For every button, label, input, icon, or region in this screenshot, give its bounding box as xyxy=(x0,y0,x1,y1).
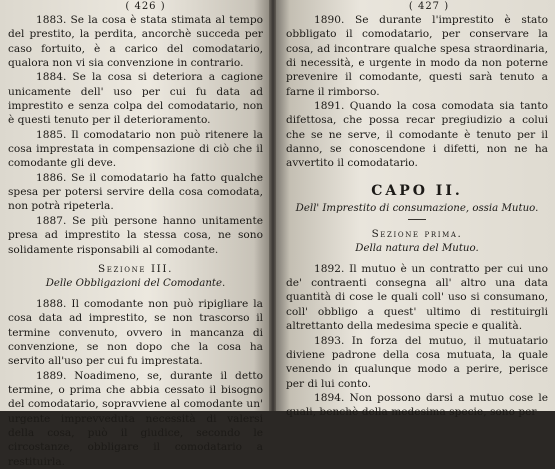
article-text: 1890. Se durante l'imprestito è stato obbligato il comodatario, per conservare la cosa, ad incontrare qualche spesa straordinaria, di necessità, e urgente in modo da non poterne prevenire il comodante, questi sarà tenuto a farne il rimborso. xyxy=(286,14,548,98)
section-heading: Sezione prima. xyxy=(371,227,463,240)
article-1886 xyxy=(8,171,263,214)
article-text: 1891. Quando la cosa comodata sia tanto difettosa, che possa recar pregiudizio a colui che se ne serve, il comodante è tenuto per il danno, se conoscendone i difetti, non ne ha avvertito il comodatario. xyxy=(286,100,548,170)
article-text: 1886. Se il comodatario ha fatto qualche spesa per potersi servire della cosa comodata, non potrà ripeterla. xyxy=(8,171,263,213)
article-1891 xyxy=(286,99,548,171)
left-page xyxy=(0,0,270,468)
section-subheading: Della natura del Mutuo. xyxy=(355,242,479,254)
section-subheading: Delle Obbligazioni del Comodante. xyxy=(45,277,226,289)
article-1890 xyxy=(286,13,548,99)
article-text: 1893. In forza del mutuo, il mutuatario diviene padrone della cosa mutuata, la quale venendo in qualunque modo a perire, perisce per di lui conto. xyxy=(286,334,548,390)
article-1884 xyxy=(8,70,263,127)
left-page-text-column xyxy=(8,0,263,469)
article-1893 xyxy=(286,334,548,391)
article-text: 1888. Il comodante non può ripigliare la cosa data ad imprestito, se non trascorso il termine convenuto, ovvero in mancanza di convenzione, se non dopo che la cosa ha servito all'uso per cui fu imprestata. xyxy=(8,297,263,368)
article-text: 1894. Non possono darsi a mutuo cose le quali, benchè della medesima specie, sono per xyxy=(286,391,548,419)
article-text: 1889. Noadimeno, se, durante il detto termine, o prima che abbia cessato il bisogno del comodatario, sopravviene al comodante un' urgente imprevveduta necessità di valersi della cosa, può il giudice, secondo le circostanze, obbligare il comodatario a restituirla. xyxy=(8,369,263,468)
chapter-heading: CAPO II. xyxy=(371,182,463,199)
article-text: 1884. Se la cosa si deteriora a cagione unicamente dell' uso per cui fu data ad imprestito e senza colpa del comodatario, non è questi tenuto per il deterioramento. xyxy=(8,71,263,127)
article-1885 xyxy=(8,128,263,171)
article-1889 xyxy=(8,369,263,469)
article-1883 xyxy=(8,13,263,70)
article-1892 xyxy=(286,262,548,334)
page-number: ( 427 ) xyxy=(408,1,450,12)
article-text: 1883. Se la cosa è stata stimata al tempo del prestito, la perdita, ancorchè succeda per caso fortuito, è a carico del comodatario, qualora non vi sia convenzione in contrario. xyxy=(8,14,263,70)
article-text: 1887. Se più persone hanno unitamente presa ad imprestito la stessa cosa, ne sono solidamente risponsabili al comodante. xyxy=(8,214,263,256)
article-text: 1892. Il mutuo è un contratto per cui uno de' contraenti consegna all' altro una data quantità di cose le quali coll' uso si consumano, coll' obbligo a quest' ultimo di restituirgli altrettanto della medesima specie e qualità. xyxy=(286,262,548,333)
right-page-text-column xyxy=(286,0,548,420)
page-number: ( 426 ) xyxy=(125,1,166,12)
article-text: 1885. Il comodatario non può ritenere la cosa imprestata in compensazione di ciò che il comodante gli deve. xyxy=(8,128,263,170)
chapter-subheading: Dell' Imprestito di consumazione, ossia Mutuo. xyxy=(295,202,539,214)
section-heading: Sezione III. xyxy=(98,262,173,275)
article-1894 xyxy=(286,391,548,420)
article-1888 xyxy=(8,297,263,369)
article-1887 xyxy=(8,214,263,257)
right-page xyxy=(276,0,555,419)
